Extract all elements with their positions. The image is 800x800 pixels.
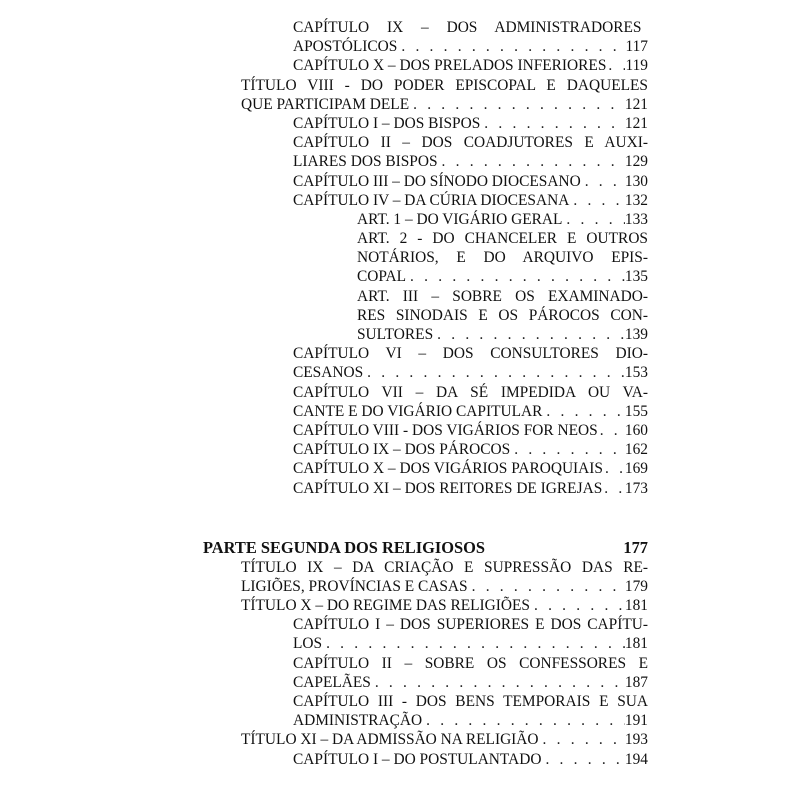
toc-entry-text: CAPÍTULO VII – DA SÉ IMPEDIDA OU VA- [293, 383, 648, 401]
toc-entry-line [293, 692, 648, 711]
toc-entry-text: CAPÍTULO IV – DA CÚRIA DIOCESANA [293, 191, 570, 209]
toc-entry-text: QUE PARTICIPAM DELE [241, 95, 410, 113]
toc-entry-text: CAPÍTULO III - DOS BENS TEMPORAIS E SUA [293, 693, 648, 710]
toc-page-number: 121 [624, 95, 648, 113]
toc-entry [0, 210, 800, 229]
toc-entry-line [293, 615, 648, 634]
dot-leader [598, 421, 625, 440]
toc-entry [0, 615, 800, 653]
toc-page-number: 181 [624, 597, 648, 615]
toc-page-number: 194 [624, 750, 648, 768]
toc-entry-line [293, 37, 648, 56]
dot-leader [510, 440, 625, 459]
toc-entry-text: CAPÍTULO III – DO SÍNODO DIOCESANO [293, 172, 581, 190]
toc-page-number: 181 [624, 635, 648, 653]
toc-entry-text: CAPÍTULO XI – DOS REITORES DE IGREJAS [293, 479, 603, 497]
toc-entry-line [357, 287, 648, 306]
toc-entry-line [293, 673, 648, 692]
toc-page-number: 187 [624, 673, 648, 691]
toc-entry-line [293, 56, 648, 75]
toc-page-number: 119 [625, 57, 648, 75]
part-page-number: 177 [623, 537, 648, 557]
toc-entry-line [293, 421, 648, 440]
toc-entry [0, 558, 800, 596]
toc-page-number: 169 [624, 460, 648, 478]
toc-page-number: 191 [624, 712, 648, 730]
toc-entry-text: CAPÍTULO VI – DOS CONSULTORES DIO- [293, 345, 648, 363]
toc-entry-text: SULTORES [357, 326, 434, 343]
toc-entry-text: ART. 2 - DO CHANCELER E OUTROS [357, 230, 648, 248]
toc-entry-text: CAPÍTULO I – DOS BISPOS [293, 114, 481, 132]
toc-entry-line [293, 363, 648, 382]
toc-entry-line [293, 383, 648, 402]
dot-leader [606, 56, 625, 75]
toc-entry-text: RES SINODAIS E OS PÁROCOS CON- [357, 306, 648, 324]
toc-entry-line [293, 172, 648, 191]
dot-leader [363, 363, 625, 382]
toc-entry-text: CESANOS [293, 364, 364, 382]
toc-entry-line [241, 95, 648, 114]
toc-entry-text: TÍTULO X – DO REGIME DAS RELIGIÕES [241, 597, 530, 615]
toc-page-number: 193 [624, 731, 648, 749]
toc-entry-text: TÍTULO VIII - DO PODER EPISCOPAL E DAQUELES [241, 76, 648, 94]
dot-leader [530, 596, 625, 615]
toc-entry [0, 421, 800, 440]
toc-entry-text: CAPÍTULO VIII - DOS VIGÁRIOS FOR NEOS [293, 421, 598, 439]
dot-leader [569, 191, 625, 210]
dot-leader [480, 114, 625, 133]
dot-leader [541, 750, 624, 769]
toc-page-number: 133 [624, 210, 648, 228]
toc-entry-line [293, 114, 648, 133]
dot-leader [409, 95, 625, 114]
part-title: PARTE SEGUNDA DOS RELIGIOSOS [203, 537, 485, 557]
toc-page-number: 173 [624, 479, 648, 497]
dot-leader [542, 402, 625, 421]
toc-entry-line [293, 191, 648, 210]
toc-entry-text: CAPÍTULO IX – DOS PÁROCOS [293, 441, 511, 459]
toc-entry-text: CAPÍTULO X – DOS PRELADOS INFERIORES [293, 57, 607, 75]
toc-entry-text: ART. 1 – DO VIGÁRIO GERAL [357, 210, 563, 228]
part-heading [203, 538, 648, 558]
dot-leader [371, 673, 625, 692]
toc-entry-line [241, 577, 648, 596]
dot-leader [422, 711, 625, 730]
toc-entry [0, 692, 800, 730]
toc-entry-text: CAPÍTULO II – SOBRE OS CONFESSORES E [293, 654, 648, 672]
toc-entry-line [293, 750, 648, 769]
toc-entry-text: TÍTULO IX – DA CRIAÇÃO E SUPRESSÃO DAS RE- [241, 558, 648, 576]
toc-entry [0, 76, 800, 114]
toc-page-number: 179 [624, 577, 648, 595]
dot-leader [603, 459, 625, 478]
toc-page-number: 160 [624, 421, 648, 439]
toc-page-number: 162 [624, 441, 648, 459]
toc-entry-line [241, 596, 648, 615]
toc-entry-line [293, 152, 648, 171]
toc-entry [0, 730, 800, 749]
toc-entry [0, 654, 800, 692]
toc-entry-text: CAPÍTULO I – DO POSTULANTADO [293, 750, 542, 768]
toc-entry [0, 750, 800, 769]
toc-entry [0, 56, 800, 75]
dot-leader [397, 37, 625, 56]
toc-entry [0, 191, 800, 210]
toc-entry-text: LOS [293, 635, 323, 653]
toc-entry-text: CAPÍTULO II – DOS COADJUTORES E AUXI- [293, 134, 648, 152]
toc-entry-text: CANTE E DO VIGÁRIO CAPITULAR [293, 402, 543, 420]
toc-entry [0, 344, 800, 382]
dot-leader [539, 730, 625, 749]
toc-entry-line [357, 325, 648, 344]
toc-entry-line [241, 76, 648, 95]
toc-entry-line [293, 133, 648, 152]
dot-leader [322, 634, 625, 653]
toc-entry-text: NOTÁRIOS, E DO ARQUIVO EPIS- [357, 249, 648, 267]
toc-entry-text: APOSTÓLICOS [293, 38, 398, 56]
toc-entries-bottom [0, 558, 800, 769]
toc-entry-line [293, 402, 648, 421]
toc-entry [0, 479, 800, 498]
toc-page-number: 121 [624, 114, 648, 132]
toc-page-number: 153 [624, 364, 648, 382]
toc-entry-text: CAPÍTULO X – DOS VIGÁRIOS PAROQUIAIS [293, 460, 603, 478]
toc-entry-text: ART. III – SOBRE OS EXAMINADO- [357, 287, 648, 305]
toc-entry-line [357, 306, 648, 325]
toc-page-number: 139 [624, 326, 648, 343]
toc-entry-text: LIARES DOS BISPOS [293, 153, 438, 171]
dot-leader [562, 210, 624, 229]
toc-entry-text: ADMINISTRAÇÃO [293, 712, 423, 730]
toc-entry [0, 229, 800, 287]
toc-entry-line [293, 459, 648, 478]
toc-entry-line [357, 248, 648, 267]
toc-entry [0, 459, 800, 478]
table-of-contents [0, 18, 800, 769]
toc-entry [0, 18, 800, 56]
toc-entry [0, 133, 800, 171]
toc-entry-line [293, 344, 648, 363]
toc-entry-line [293, 440, 648, 459]
toc-entry [0, 114, 800, 133]
toc-entry-text: TÍTULO XI – DA ADMISSÃO NA RELIGIÃO [241, 731, 539, 749]
toc-entry-line [357, 229, 648, 248]
toc-page-number: 130 [624, 172, 648, 190]
toc-entry-line [293, 654, 648, 673]
toc-page-number: 132 [624, 191, 648, 209]
toc-entry-line [357, 267, 648, 286]
dot-leader [602, 479, 625, 498]
toc-entry-line [357, 210, 648, 229]
dot-leader [581, 172, 625, 191]
toc-entry-line [293, 634, 648, 653]
dot-leader [438, 152, 625, 171]
toc-entry [0, 440, 800, 459]
toc-entry-line [293, 479, 648, 498]
toc-entry [0, 172, 800, 191]
toc-page-number: 155 [624, 402, 648, 420]
toc-entry-line [241, 558, 648, 577]
toc-entries-top [0, 18, 800, 498]
toc-page-number: 117 [625, 38, 648, 56]
toc-entry-text: CAPÍTULO IX – DOS ADMINISTRADORES [293, 19, 642, 36]
dot-leader [468, 577, 625, 596]
toc-entry [0, 596, 800, 615]
toc-entry-line [293, 18, 648, 37]
toc-entry-text: CAPELÃES [293, 673, 371, 691]
toc-entry-text: CAPÍTULO I – DOS SUPERIORES E DOS CAPÍTU- [293, 616, 648, 634]
toc-entry-line [241, 730, 648, 749]
toc-page-number: 129 [624, 153, 648, 171]
toc-entry-text: COPAL [357, 268, 407, 286]
dot-leader [433, 325, 625, 344]
toc-entry [0, 383, 800, 421]
toc-entry-text: LIGIÕES, PROVÍNCIAS E CASAS [241, 577, 468, 595]
toc-entry [0, 287, 800, 345]
dot-leader [406, 267, 625, 286]
toc-entry-line [293, 711, 648, 730]
toc-page-number: 135 [624, 268, 648, 286]
